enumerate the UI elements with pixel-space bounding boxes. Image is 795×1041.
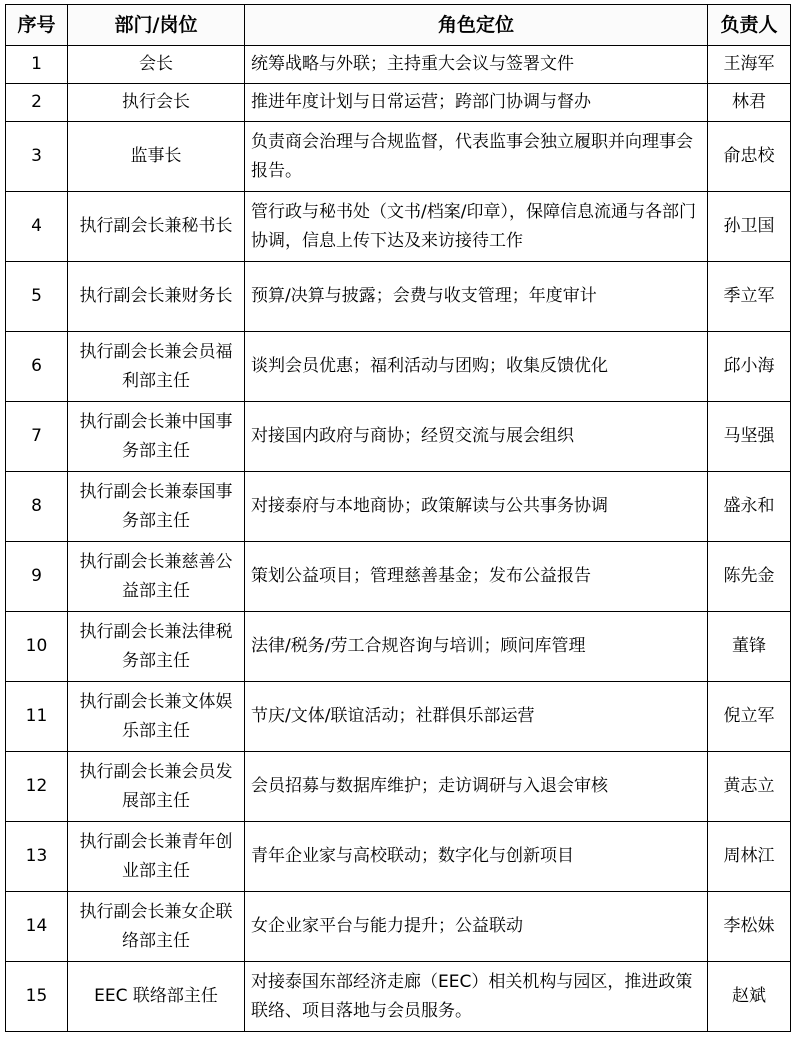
roles-table (5, 4, 791, 1032)
row-num: 3 (6, 122, 68, 192)
row-role: 统筹战略与外联；主持重大会议与签署文件 (245, 46, 708, 84)
row-head: 黄志立 (708, 752, 791, 822)
table-row (6, 822, 791, 892)
row-role: 策划公益项目；管理慈善基金；发布公益报告 (245, 542, 708, 612)
table-row (6, 46, 791, 84)
row-role: 负责商会治理与合规监督，代表监事会独立履职并向理事会报告。 (245, 122, 708, 192)
header-head: 负责人 (708, 5, 791, 46)
row-dept: 执行副会长兼秘书长 (68, 192, 245, 262)
row-head: 赵斌 (708, 962, 791, 1032)
row-role: 对接国内政府与商协；经贸交流与展会组织 (245, 402, 708, 472)
row-dept: 执行副会长兼财务长 (68, 262, 245, 332)
row-dept: 执行副会长兼女企联络部主任 (68, 892, 245, 962)
row-role: 对接泰国东部经济走廊（EEC）相关机构与园区，推进政策联络、项目落地与会员服务。 (245, 962, 708, 1032)
row-num: 9 (6, 542, 68, 612)
row-dept: 会长 (68, 46, 245, 84)
row-head: 王海军 (708, 46, 791, 84)
table-row (6, 962, 791, 1032)
table-row (6, 262, 791, 332)
row-role: 女企业家平台与能力提升；公益联动 (245, 892, 708, 962)
row-dept: 执行副会长兼青年创业部主任 (68, 822, 245, 892)
row-role: 法律/税务/劳工合规咨询与培训；顾问库管理 (245, 612, 708, 682)
row-head: 季立军 (708, 262, 791, 332)
row-dept: 执行副会长兼会员发展部主任 (68, 752, 245, 822)
row-dept: EEC 联络部主任 (68, 962, 245, 1032)
header-num: 序号 (6, 5, 68, 46)
row-head: 周林江 (708, 822, 791, 892)
table-row (6, 682, 791, 752)
row-num: 12 (6, 752, 68, 822)
row-dept: 执行副会长兼泰国事务部主任 (68, 472, 245, 542)
row-num: 1 (6, 46, 68, 84)
row-role: 青年企业家与高校联动；数字化与创新项目 (245, 822, 708, 892)
row-role: 谈判会员优惠；福利活动与团购；收集反馈优化 (245, 332, 708, 402)
row-dept: 执行会长 (68, 84, 245, 122)
row-num: 5 (6, 262, 68, 332)
row-dept: 执行副会长兼会员福利部主任 (68, 332, 245, 402)
header-role: 角色定位 (245, 5, 708, 46)
row-head: 邱小海 (708, 332, 791, 402)
table-row (6, 122, 791, 192)
table-row (6, 752, 791, 822)
table-row (6, 892, 791, 962)
row-head: 李松妹 (708, 892, 791, 962)
table-row (6, 472, 791, 542)
row-num: 2 (6, 84, 68, 122)
row-head: 马坚强 (708, 402, 791, 472)
row-role: 会员招募与数据库维护；走访调研与入退会审核 (245, 752, 708, 822)
row-num: 15 (6, 962, 68, 1032)
row-role: 预算/决算与披露；会费与收支管理；年度审计 (245, 262, 708, 332)
row-role: 对接泰府与本地商协；政策解读与公共事务协调 (245, 472, 708, 542)
row-head: 董锋 (708, 612, 791, 682)
table-row (6, 332, 791, 402)
row-num: 4 (6, 192, 68, 262)
row-num: 11 (6, 682, 68, 752)
row-dept: 执行副会长兼法律税务部主任 (68, 612, 245, 682)
row-dept: 执行副会长兼中国事务部主任 (68, 402, 245, 472)
row-dept: 执行副会长兼慈善公益部主任 (68, 542, 245, 612)
row-num: 10 (6, 612, 68, 682)
row-head: 林君 (708, 84, 791, 122)
row-role: 推进年度计划与日常运营；跨部门协调与督办 (245, 84, 708, 122)
row-head: 俞忠校 (708, 122, 791, 192)
row-dept: 监事长 (68, 122, 245, 192)
row-head: 孙卫国 (708, 192, 791, 262)
header-row (6, 5, 791, 46)
row-num: 8 (6, 472, 68, 542)
row-num: 14 (6, 892, 68, 962)
row-num: 6 (6, 332, 68, 402)
table-row (6, 612, 791, 682)
row-dept: 执行副会长兼文体娱乐部主任 (68, 682, 245, 752)
row-role: 节庆/文体/联谊活动；社群俱乐部运营 (245, 682, 708, 752)
row-role: 管行政与秘书处（文书/档案/印章），保障信息流通与各部门协调，信息上传下达及来访接待工作 (245, 192, 708, 262)
table-row (6, 542, 791, 612)
row-head: 盛永和 (708, 472, 791, 542)
header-dept: 部门/岗位 (68, 5, 245, 46)
table-row (6, 84, 791, 122)
table-row (6, 192, 791, 262)
row-head: 倪立军 (708, 682, 791, 752)
row-head: 陈先金 (708, 542, 791, 612)
row-num: 7 (6, 402, 68, 472)
table-row (6, 402, 791, 472)
row-num: 13 (6, 822, 68, 892)
